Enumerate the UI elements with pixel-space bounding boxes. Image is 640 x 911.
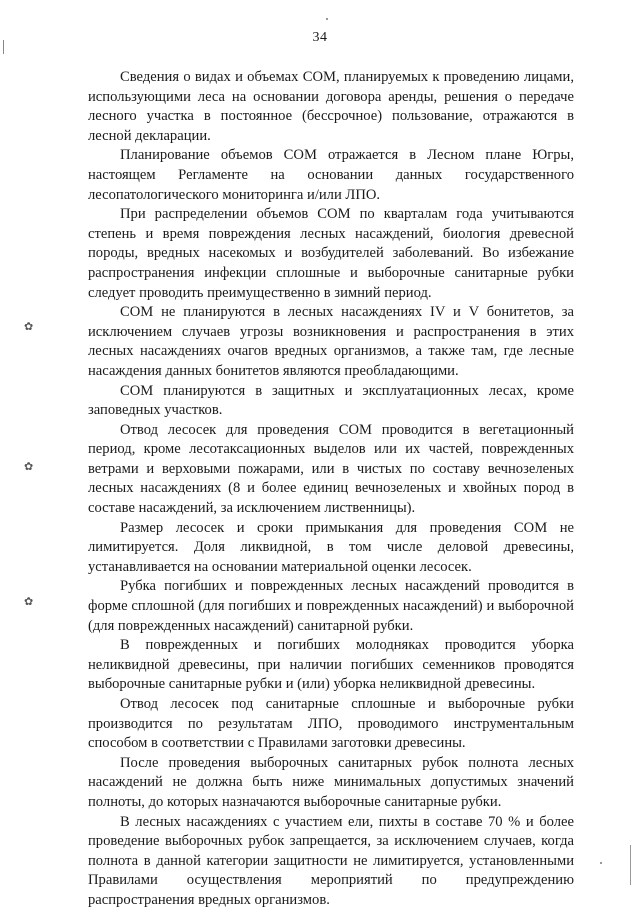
paragraph: Рубка погибших и поврежденных лесных насаждений проводится в форме сплошной (для погибших и поврежденных насаждений) и выборочной (для поврежденных насаждений) санитарной рубки. xyxy=(88,578,574,634)
paragraph: СОМ не планируются в лесных насаждениях IV и V бонитетов, за исключением случаев угрозы возникновения и распространения в этих лесных насаждениях очагов вредных организмов, а также там, где лесные насаждения данных бонитетов являются преобладающими. xyxy=(88,304,574,379)
paragraph: Отвод лесосек для проведения СОМ проводится в вегетационный период, кроме лесотаксационных выделов или их частей, поврежденных ветрами и верховыми пожарами, или в чистых по составу вечнозеленых лесных насаждениях (8 и более единиц вечнозеленых и хвойных пород в составе насаждений, за исключением лиственницы). xyxy=(88,421,574,517)
scan-dot xyxy=(326,18,328,20)
paragraph: После проведения выборочных санитарных рубок полнота лесных насаждений не должна быть ниже минимальных допустимых значений полноты, до которых назначаются выборочные санитарные рубки. xyxy=(88,754,574,810)
scan-dot xyxy=(600,862,602,864)
paragraph: В лесных насаждениях с участием ели, пихты в составе 70 % и более проведение выборочных рубок запрещается, за исключением случаев, когда полнота в данной категории защитности не лимитируется, установленными Правилами осуществления мероприятий по предупреждению распространения вредных организмов. xyxy=(88,813,574,908)
right-edge-mark xyxy=(630,845,631,885)
paragraph: Сведения о видах и объемах СОМ, планируемых к проведению лицами, использующими леса на основании договора аренды, решения о передаче лесного участка в постоянное (бессрочное) пользование, отражаются в лесной декларации. xyxy=(88,69,574,144)
binding-hole-mark: ✿ xyxy=(24,596,34,608)
paragraph: СОМ планируются в защитных и эксплуатационных лесах, кроме заповедных участков. xyxy=(88,382,574,419)
paragraph: Размер лесосек и сроки примыкания для проведения СОМ не лимитируется. Доля ликвидной, в том числе деловой древесины, устанавливается на основании материальной оценки лесосек. xyxy=(88,519,574,575)
paragraph: При распределении объемов СОМ по кварталам года учитываются степень и время повреждения лесных насаждений, биология древесной породы, вредных насекомых и возбудителей заболеваний. Во избежание распространения инфекции сплошные и выборочные санитарные рубки следует проводить преимущественно в зимний период. xyxy=(88,206,574,301)
paragraph: Планирование объемов СОМ отражается в Лесном плане Югры, настоящем Регламенте на основании данных государственного лесопатологического мониторинга и/или ЛПО. xyxy=(88,147,574,203)
document-body xyxy=(88,68,574,911)
paragraph: Отвод лесосек под санитарные сплошные и выборочные рубки производится по результатам ЛПО, проводимого инструментальным способом в соответствии с Правилами заготовки древесины. xyxy=(88,696,574,752)
paragraph: В поврежденных и погибших молодняках проводится уборка неликвидной древесины, при наличии погибших семенников проводятся выборочные санитарные рубки и (или) уборка неликвидной древесины. xyxy=(88,637,574,693)
page-number: 34 xyxy=(312,30,328,45)
binding-hole-mark: ✿ xyxy=(24,321,34,333)
binding-hole-mark: ✿ xyxy=(24,461,34,473)
